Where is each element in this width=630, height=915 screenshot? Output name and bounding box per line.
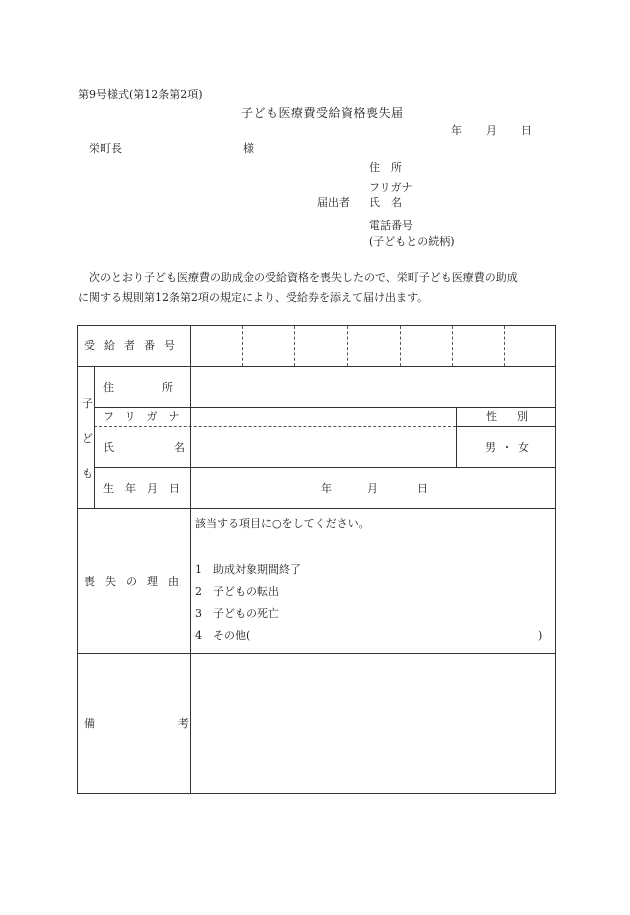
birth-date-label: 生年月日 bbox=[103, 482, 191, 495]
date-day-label: 日 bbox=[521, 124, 532, 137]
child-group-char-1: 子 bbox=[82, 397, 93, 410]
child-group-char-2: ど bbox=[82, 432, 93, 445]
honorific: 様 bbox=[243, 142, 254, 155]
loss-reason-label: 喪失の理由 bbox=[84, 575, 189, 588]
addressee: 栄町長 bbox=[89, 142, 122, 155]
applicant-label: 届出者 bbox=[317, 196, 350, 209]
date-month-label: 月 bbox=[486, 124, 497, 137]
reason-option-4[interactable]: 4 その他( bbox=[195, 629, 251, 642]
intro-line-2: に関する規則第12条第2項の規定により、受給券を添えて届け出ます。 bbox=[78, 291, 429, 304]
form-number: 第9号様式(第12条第2項) bbox=[78, 88, 203, 101]
child-group-char-3: も bbox=[82, 467, 93, 480]
gender-options[interactable]: 男 ・ 女 bbox=[485, 441, 530, 454]
applicant-address-label: 住 所 bbox=[369, 161, 402, 174]
child-name-input[interactable] bbox=[191, 427, 456, 467]
intro-line-1: 次のとおり子ども医療費の助成金の受給資格を喪失したので、栄町子ども医療費の助成 bbox=[89, 271, 518, 284]
reason-instruction: 該当する項目に○をしてください。 bbox=[195, 517, 370, 530]
child-furigana-label: フリガナ bbox=[103, 410, 191, 423]
recipient-number-label: 受給者番号 bbox=[84, 339, 184, 352]
birth-month-unit: 月 bbox=[367, 482, 378, 495]
remarks-label: 備考 bbox=[84, 717, 272, 730]
child-address-input[interactable] bbox=[191, 367, 555, 407]
child-name-label: 氏名 bbox=[103, 441, 245, 454]
reason-option-2[interactable]: 2 子どもの転出 bbox=[195, 585, 279, 598]
child-address-label: 住所 bbox=[103, 381, 221, 394]
birth-year-unit: 年 bbox=[321, 482, 332, 495]
applicant-name-label: 氏 名 bbox=[369, 196, 402, 209]
reason-option-3[interactable]: 3 子どもの死亡 bbox=[195, 607, 279, 620]
form-table bbox=[77, 325, 556, 794]
reason-other-close-paren: ) bbox=[538, 629, 543, 642]
child-furigana-input[interactable] bbox=[191, 408, 456, 426]
applicant-relation-label: (子どもとの続柄) bbox=[369, 235, 455, 248]
reason-option-1[interactable]: 1 助成対象期間終了 bbox=[195, 563, 301, 576]
birth-day-unit: 日 bbox=[417, 482, 428, 495]
remarks-input[interactable] bbox=[191, 654, 555, 793]
applicant-furigana-label: フリガナ bbox=[369, 181, 413, 194]
gender-label: 性別 bbox=[486, 410, 548, 423]
date-year-label: 年 bbox=[451, 124, 462, 137]
page-title: 子ども医療費受給資格喪失届 bbox=[241, 106, 404, 120]
recipient-number-input[interactable] bbox=[191, 326, 555, 366]
applicant-phone-label: 電話番号 bbox=[369, 219, 413, 232]
